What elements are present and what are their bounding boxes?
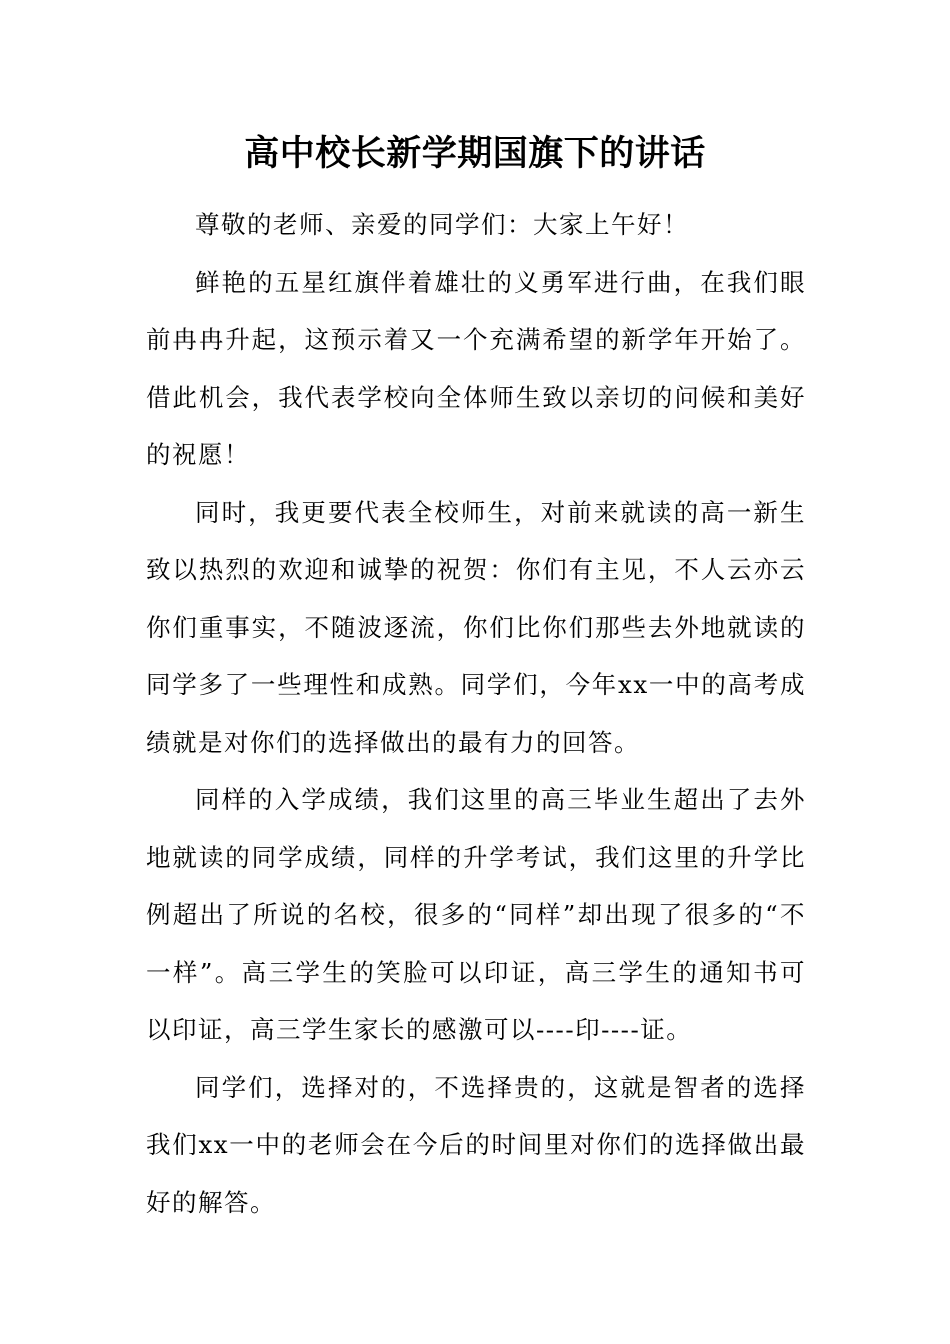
- document-title: 高中校长新学期国旗下的讲话: [244, 133, 706, 174]
- document-body: [146, 196, 806, 1231]
- body-paragraph-2: 同时，我更要代表全校师生，对前来就读的高一新生致以热烈的欢迎和诚挚的祝贺：你们有主见，不人云亦云你们重事实，不随波逐流，你们比你们那些去外地就读的同学多了一些理性和成熟。同学们，今年xx一中的高考成绩就是对你们的选择做出的最有力的回答。: [146, 497, 806, 757]
- greeting-paragraph: 尊敬的老师、亲爱的同学们：大家上午好！: [195, 210, 689, 239]
- body-paragraph-4: 同学们，选择对的，不选择贵的，这就是智者的选择我们xx一中的老师会在今后的时间里对你们的选择做出最好的解答。: [146, 1072, 806, 1217]
- body-paragraph-1: 鲜艳的五星红旗伴着雄壮的义勇军进行曲，在我们眼前冉冉升起，这预示着又一个充满希望的新学年开始了。借此机会，我代表学校向全体师生致以亲切的问候和美好的祝愿！: [146, 267, 806, 469]
- body-paragraph-3: 同样的入学成绩，我们这里的高三毕业生超出了去外地就读的同学成绩，同样的升学考试，我们这里的升学比例超出了所说的名校，很多的“同样”却出现了很多的“不一样”。高三学生的笑脸可以印证，高三学生的通知书可以印证，高三学生家长的感激可以----印----证。: [146, 785, 806, 1044]
